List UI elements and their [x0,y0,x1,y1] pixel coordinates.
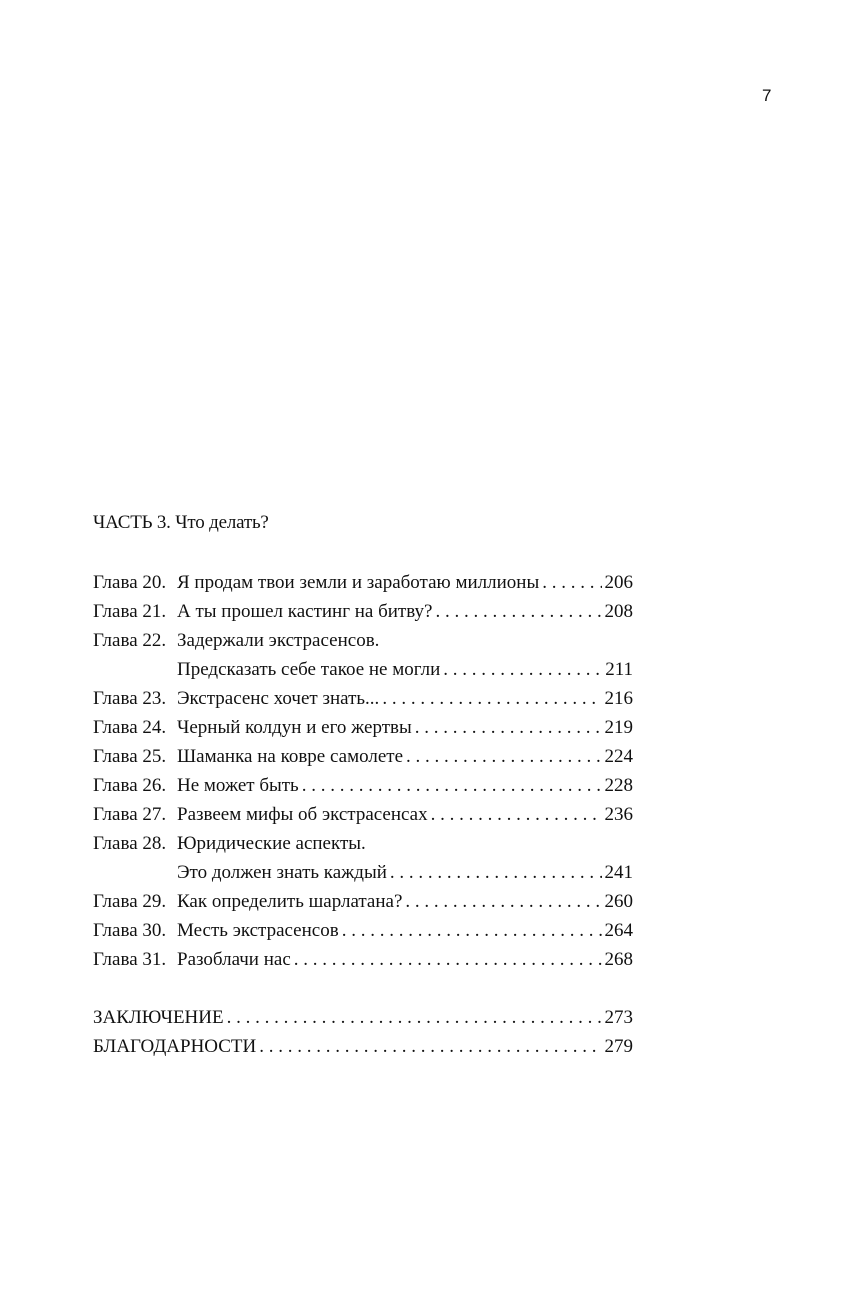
dot-leader [342,916,602,945]
chapter-title: Черный колдун и его жертвы [177,717,412,738]
dot-leader [259,1032,601,1061]
dot-leader [415,713,602,742]
chapter-label: Глава 28. [93,833,167,854]
dot-leader [405,887,601,916]
toc-entry [93,916,633,945]
chapter-title: Шаманка на ковре самолете [177,746,404,767]
section-title: БЛАГОДАРНОСТИ [93,1036,257,1057]
toc-entry [93,568,633,597]
chapter-label: Глава 20. [93,572,167,593]
back-matter-entry [93,1032,633,1061]
dot-leader [302,771,602,800]
page-ref: 219 [604,717,633,738]
chapter-title: Месть экстрасенсов [177,920,339,941]
page-ref: 260 [604,891,633,912]
page-ref: 211 [605,659,633,680]
dot-leader [443,655,602,684]
page-ref: 273 [604,1007,633,1028]
toc-entry [93,829,633,858]
chapter-label: Глава 25. [93,746,167,767]
dot-leader [542,568,601,597]
page-ref: 236 [604,804,633,825]
page-ref: 268 [604,949,633,970]
chapter-label: Глава 26. [93,775,167,796]
chapter-label: Глава 21. [93,601,167,622]
page-ref: 264 [604,920,633,941]
back-matter-entry [93,1003,633,1032]
chapter-title: Как определить шарлатана? [177,891,403,912]
chapter-list [93,568,633,974]
page-ref: 224 [604,746,633,767]
dot-leader [431,800,602,829]
toc-entry [93,655,633,684]
toc-entry [93,945,633,974]
chapter-title: Юридические аспекты. [177,833,366,854]
chapter-title: Предсказать себе такое не могли [177,659,441,680]
toc-entry [93,713,633,742]
part-heading: ЧАСТЬ 3. Что делать? [93,512,269,533]
chapter-label: Глава 23. [93,688,167,709]
page-ref: 208 [604,601,633,622]
dot-leader [294,945,602,974]
chapter-title: А ты прошел кастинг на битву? [177,601,433,622]
dot-leader [227,1003,602,1032]
toc-entry [93,684,633,713]
section-title: ЗАКЛЮЧЕНИЕ [93,1007,224,1028]
chapter-label: Глава 22. [93,630,167,651]
dot-leader [390,858,602,887]
chapter-title: Задержали экстрасенсов. [177,630,380,651]
dot-leader [436,597,602,626]
chapter-title: Я продам твои земли и заработаю миллионы [177,572,540,593]
toc-entry [93,771,633,800]
chapter-label: Глава 29. [93,891,167,912]
back-matter-list [93,1003,633,1061]
chapter-title: Это должен знать каждый [177,862,387,883]
page-ref: 216 [604,688,633,709]
table-of-contents [93,508,633,1061]
chapter-label: Глава 24. [93,717,167,738]
page-ref: 228 [604,775,633,796]
toc-entry [93,742,633,771]
chapter-title: Не может быть [177,775,299,796]
chapter-label: Глава 27. [93,804,167,825]
dot-leader [382,684,601,713]
toc-entry [93,858,633,887]
toc-entry [93,597,633,626]
page-ref: 206 [604,572,633,593]
chapter-title: Разоблачи нас [177,949,291,970]
page-ref: 241 [604,862,633,883]
dot-leader [406,742,601,771]
toc-entry [93,800,633,829]
toc-entry [93,626,633,655]
chapter-title: Развеем мифы об экстрасенсах [177,804,428,825]
chapter-title: Экстрасенс хочет знать... [177,688,380,709]
toc-entry [93,887,633,916]
chapter-label: Глава 31. [93,949,167,970]
chapter-label: Глава 30. [93,920,167,941]
page-ref: 279 [604,1036,633,1057]
page-number: 7 [762,86,772,105]
